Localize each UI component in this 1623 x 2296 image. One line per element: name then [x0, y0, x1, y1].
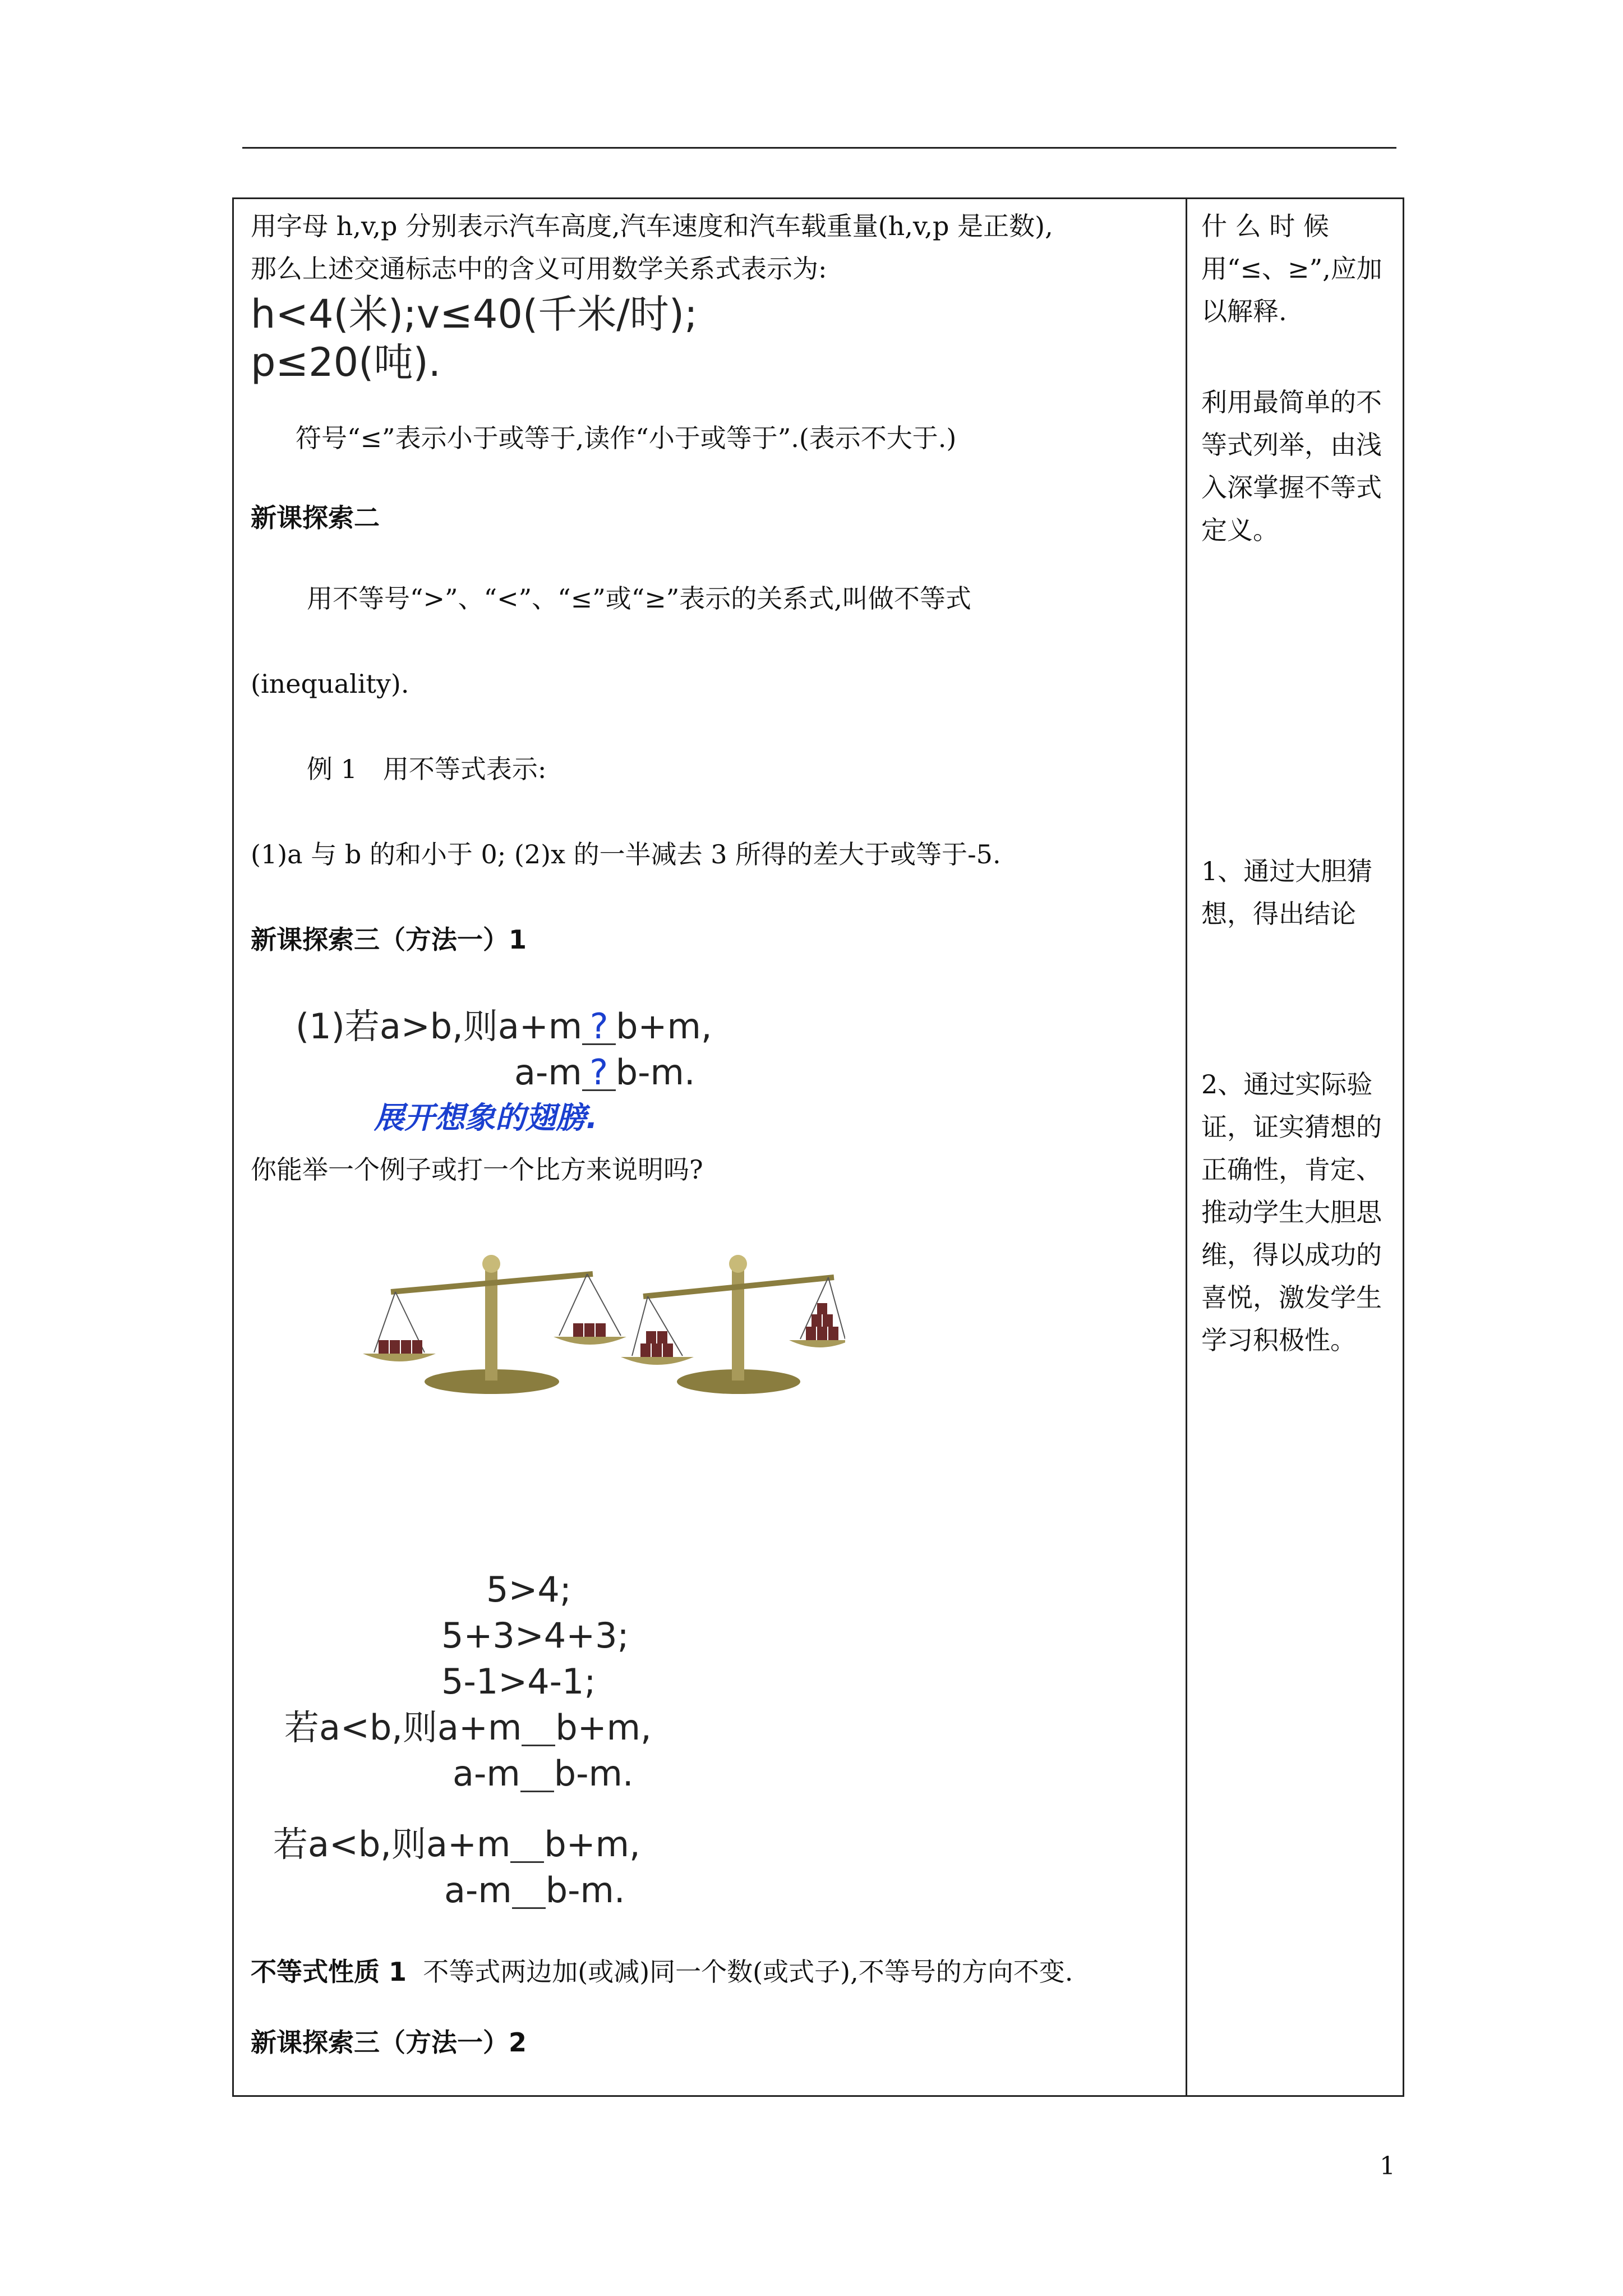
- lt-block2-line2: [444, 1866, 625, 1915]
- lt-block1-line1: [284, 1704, 652, 1752]
- section3a-title: 新课探索三（方法一）1: [251, 924, 527, 955]
- blank-2: [520, 1757, 554, 1792]
- prop-q1-suffix: b+m,: [616, 1006, 712, 1047]
- side-note-2: 利用最简单的不等式列举，由浅入深掌握不等式定义。: [1201, 387, 1382, 545]
- column-divider: [1186, 199, 1187, 2095]
- numeric-example-1: 5>4;: [486, 1569, 571, 1610]
- property1-text: 不等式两边加(或减)同一个数(或式子),不等号的方向不变.: [423, 1957, 1073, 1987]
- section2-title: 新课探索二: [251, 503, 380, 533]
- lt2-line2-suffix: b-m.: [545, 1870, 625, 1911]
- scale-left-icon: [363, 1255, 626, 1394]
- symbol-note: 符号“≤”表示小于或等于,读作“小于或等于”.(表示不大于.): [296, 423, 957, 453]
- question-mark-1: ?: [582, 1010, 616, 1045]
- main-column: [251, 199, 1173, 2095]
- side-note-4: 2、通过实际验证，证实猜想的正确性，肯定、推动学生大胆思维，得以成功的喜悦，激发学生学习积极性。: [1201, 1069, 1382, 1355]
- formula-p: p≤20(吨).: [251, 339, 441, 385]
- example-title: 例 1 用不等式表示:: [307, 754, 547, 784]
- blank-1: [522, 1711, 555, 1746]
- imagination-prompt: 展开想象的翅膀.: [374, 1100, 598, 1135]
- lesson-table: [232, 197, 1404, 2097]
- section3b-title: 新课探索三（方法一）2: [251, 2027, 527, 2058]
- question-mark-2: ?: [582, 1056, 616, 1091]
- scale-right-icon: [621, 1255, 845, 1394]
- page-number: 1: [1380, 2152, 1395, 2180]
- side-note-3: 1、通过大胆猜想，得出结论: [1201, 856, 1373, 929]
- prop-question1: [296, 1002, 712, 1051]
- lt1-line2-suffix: b-m.: [554, 1753, 634, 1794]
- lt1-line1-suffix: b+m,: [555, 1707, 652, 1748]
- lt2-line1-suffix: b+m,: [544, 1824, 640, 1865]
- lt2-line2-prefix: a-m: [444, 1870, 512, 1911]
- lt1-line2-prefix: a-m: [453, 1753, 520, 1794]
- side-note-1: 什 么 时 候 用“≤、≥”,应加以解释.: [1201, 211, 1382, 326]
- lt1-line1-prefix: 若a<b,则a+m: [284, 1707, 522, 1748]
- example-prompt: 你能举一个例子或打一个比方来说明吗?: [251, 1154, 703, 1185]
- lt2-line1-prefix: 若a<b,则a+m: [273, 1824, 511, 1865]
- formula-h: h<4(米);v≤40(千米/时);: [251, 291, 698, 337]
- notes-column: [1201, 199, 1392, 2095]
- property1-title: 不等式性质 1: [251, 1957, 407, 1987]
- numeric-example-2: 5+3>4+3;: [441, 1615, 629, 1656]
- balance-scales-illustration: [363, 1251, 845, 1403]
- prop-q1-prefix: (1)若a>b,则a+m: [296, 1006, 583, 1047]
- para1-line1: 用字母 h,v,p 分别表示汽车高度,汽车速度和汽车载重量(h,v,p 是正数),: [251, 211, 1053, 241]
- blank-3: [510, 1828, 544, 1863]
- para1-line2: 那么上述交通标志中的含义可用数学关系式表示为:: [251, 254, 827, 284]
- header-rule: [242, 147, 1396, 149]
- prop-question2: [514, 1048, 695, 1097]
- definition-line2: (inequality).: [251, 669, 409, 699]
- prop-q2-prefix: a-m: [514, 1052, 582, 1093]
- numeric-example-3: 5-1>4-1;: [441, 1661, 596, 1702]
- prop-q2-suffix: b-m.: [615, 1052, 695, 1093]
- example-items: (1)a 与 b 的和小于 0; (2)x 的一半减去 3 所得的差大于或等于-5.: [251, 839, 1001, 869]
- property1: [251, 1950, 1073, 1993]
- definition-line1: 用不等号“>”、“<”、“≤”或“≥”表示的关系式,叫做不等式: [307, 583, 971, 614]
- lt-block1-line2: [453, 1750, 634, 1798]
- blank-4: [512, 1874, 546, 1909]
- lt-block2-line1: [273, 1820, 640, 1869]
